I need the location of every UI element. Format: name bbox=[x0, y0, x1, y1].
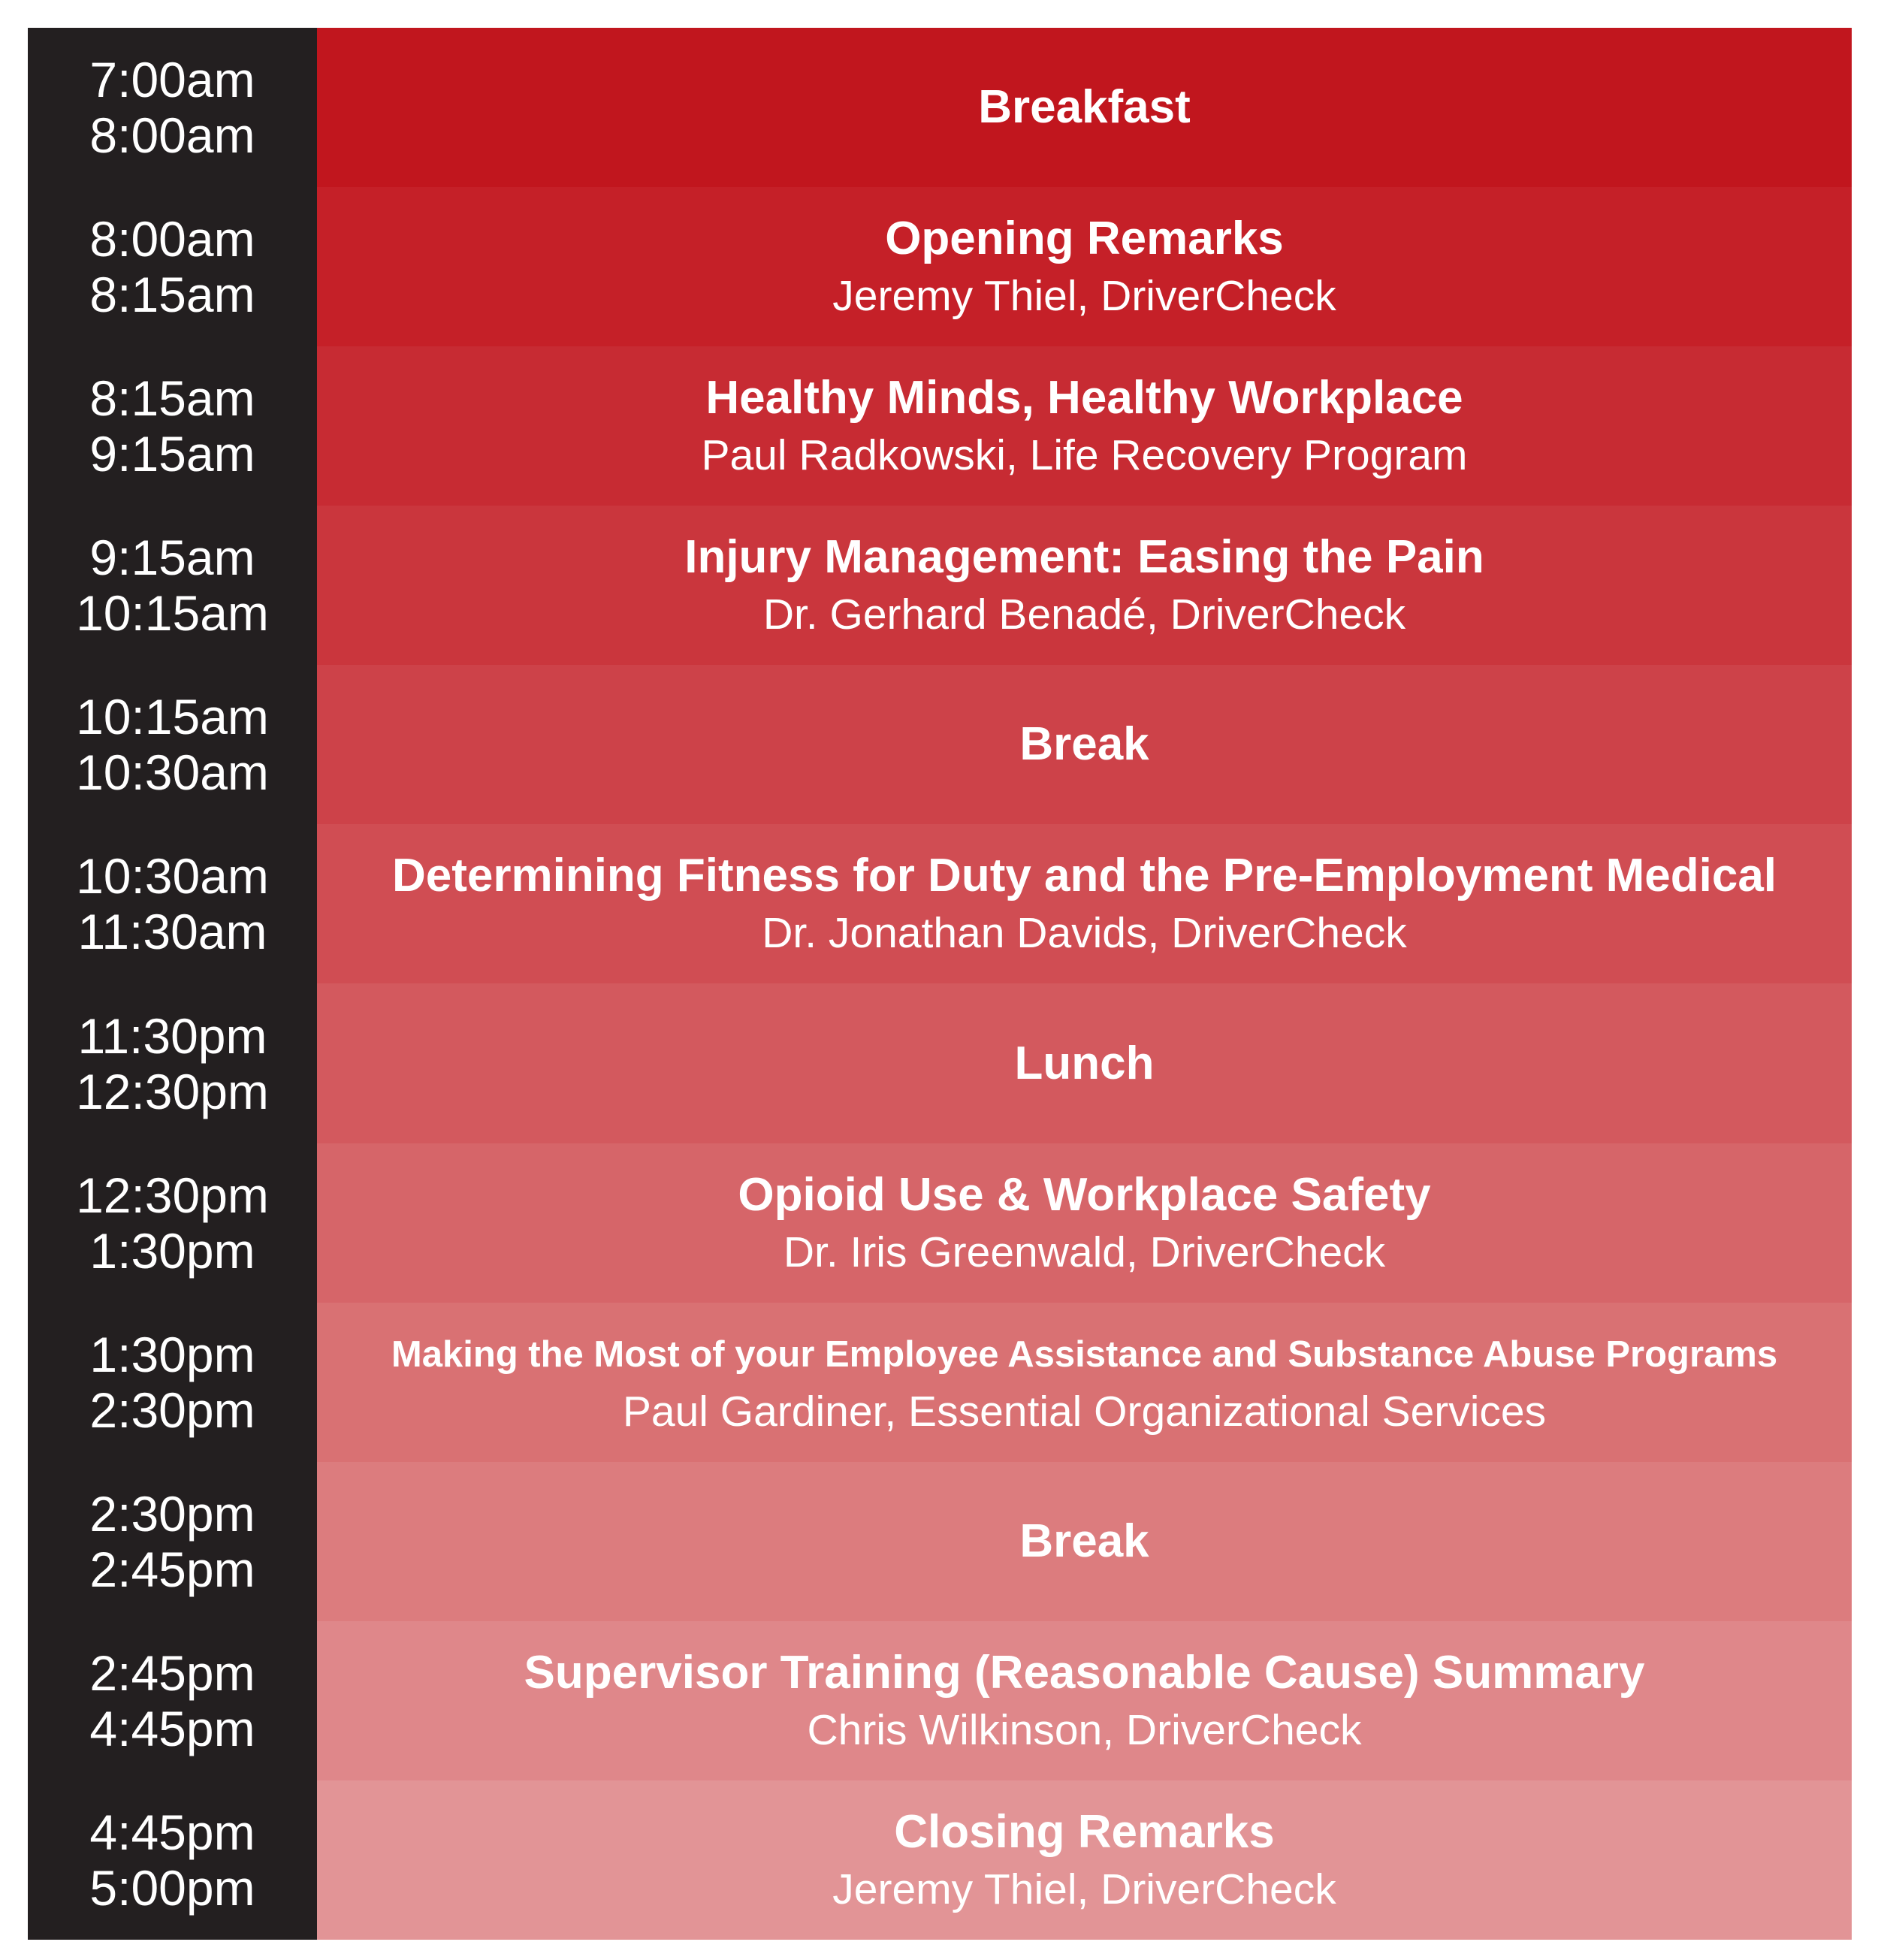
end-time: 12:30pm bbox=[76, 1063, 269, 1119]
end-time: 11:30am bbox=[77, 904, 267, 960]
session-title: Injury Management: Easing the Pain bbox=[684, 531, 1484, 584]
agenda-row bbox=[28, 1303, 1852, 1462]
agenda-row bbox=[28, 28, 1852, 187]
start-time: 9:15am bbox=[89, 530, 255, 586]
end-time: 5:00pm bbox=[89, 1859, 255, 1916]
time-slot bbox=[28, 665, 317, 824]
session-speaker: Jeremy Thiel, DriverCheck bbox=[832, 272, 1336, 321]
end-time: 10:15am bbox=[76, 585, 269, 642]
time-slot bbox=[28, 1780, 317, 1940]
session-title: Making the Most of your Employee Assistance and Substance Abuse Programs bbox=[391, 1333, 1778, 1375]
session-speaker: Paul Gardiner, Essential Organizational Services bbox=[622, 1387, 1547, 1436]
time-slot bbox=[28, 983, 317, 1143]
session-cell bbox=[317, 346, 1852, 506]
agenda-row bbox=[28, 506, 1852, 665]
session-cell bbox=[317, 1462, 1852, 1621]
session-title: Opening Remarks bbox=[885, 213, 1284, 265]
time-slot bbox=[28, 824, 317, 983]
session-speaker: Paul Radkowski, Life Recovery Program bbox=[701, 431, 1468, 480]
session-cell bbox=[317, 28, 1852, 187]
session-speaker: Dr. Jonathan Davids, DriverCheck bbox=[762, 909, 1407, 958]
time-slot bbox=[28, 506, 317, 665]
session-cell bbox=[317, 665, 1852, 824]
session-cell bbox=[317, 187, 1852, 346]
time-slot bbox=[28, 1303, 317, 1462]
end-time: 10:30am bbox=[76, 744, 269, 801]
session-speaker: Dr. Gerhard Benadé, DriverCheck bbox=[762, 590, 1406, 639]
end-time: 1:30pm bbox=[89, 1222, 255, 1279]
agenda-row bbox=[28, 1621, 1852, 1780]
agenda-row bbox=[28, 983, 1852, 1143]
session-title: Lunch bbox=[1014, 1037, 1155, 1089]
session-speaker: Dr. Iris Greenwald, DriverCheck bbox=[783, 1228, 1386, 1276]
time-slot bbox=[28, 28, 317, 187]
session-speaker: Jeremy Thiel, DriverCheck bbox=[832, 1865, 1336, 1913]
session-title: Break bbox=[1019, 718, 1149, 771]
agenda-row bbox=[28, 824, 1852, 983]
end-time: 8:15am bbox=[89, 267, 255, 323]
session-cell bbox=[317, 1780, 1852, 1940]
session-title: Determining Fitness for Duty and the Pre-Employment Medical bbox=[391, 850, 1777, 902]
start-time: 8:00am bbox=[89, 211, 255, 267]
agenda-row bbox=[28, 187, 1852, 346]
start-time: 2:30pm bbox=[89, 1485, 255, 1542]
time-slot bbox=[28, 187, 317, 346]
session-title: Healthy Minds, Healthy Workplace bbox=[705, 372, 1463, 424]
start-time: 4:45pm bbox=[89, 1804, 255, 1860]
end-time: 8:00am bbox=[89, 107, 255, 164]
start-time: 10:30am bbox=[76, 848, 269, 904]
time-slot bbox=[28, 1462, 317, 1621]
session-title: Closing Remarks bbox=[894, 1805, 1275, 1858]
start-time: 11:30pm bbox=[77, 1007, 267, 1064]
session-cell bbox=[317, 506, 1852, 665]
end-time: 9:15am bbox=[89, 426, 255, 482]
start-time: 10:15am bbox=[76, 689, 269, 745]
time-slot bbox=[28, 1143, 317, 1303]
start-time: 7:00am bbox=[89, 52, 255, 108]
agenda-row bbox=[28, 1143, 1852, 1303]
agenda-row bbox=[28, 1462, 1852, 1621]
start-time: 2:45pm bbox=[89, 1644, 255, 1701]
session-title: Breakfast bbox=[978, 81, 1191, 134]
session-cell bbox=[317, 983, 1852, 1143]
agenda-row bbox=[28, 346, 1852, 506]
agenda-row bbox=[28, 1780, 1852, 1940]
session-cell bbox=[317, 1621, 1852, 1780]
agenda-row bbox=[28, 665, 1852, 824]
start-time: 8:15am bbox=[89, 370, 255, 427]
end-time: 4:45pm bbox=[89, 1700, 255, 1756]
session-cell bbox=[317, 1303, 1852, 1462]
time-slot bbox=[28, 346, 317, 506]
end-time: 2:45pm bbox=[89, 1541, 255, 1597]
start-time: 1:30pm bbox=[89, 1326, 255, 1382]
start-time: 12:30pm bbox=[76, 1167, 269, 1223]
session-title: Supervisor Training (Reasonable Cause) Summary bbox=[524, 1646, 1645, 1699]
time-slot bbox=[28, 1621, 317, 1780]
session-title: Break bbox=[1019, 1515, 1149, 1567]
session-cell bbox=[317, 824, 1852, 983]
end-time: 2:30pm bbox=[89, 1382, 255, 1438]
session-speaker: Chris Wilkinson, DriverCheck bbox=[807, 1705, 1362, 1754]
session-title: Opioid Use & Workplace Safety bbox=[738, 1168, 1431, 1221]
agenda-schedule bbox=[28, 28, 1852, 1940]
session-cell bbox=[317, 1143, 1852, 1303]
